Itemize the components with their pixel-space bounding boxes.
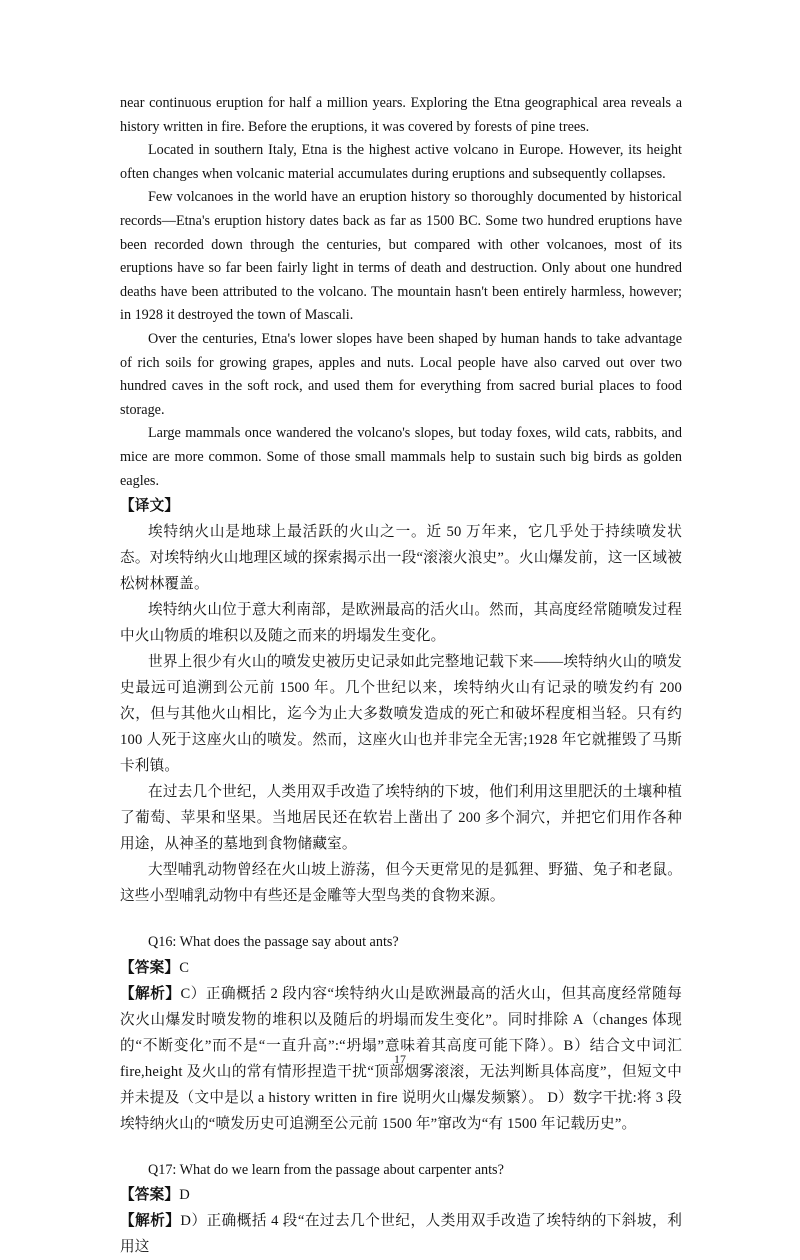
passage-paragraph-5: Large mammals once wandered the volcano's slopes, but today foxes, wild cats, rabbits, and mice are more common. Some of those small mammals help to sustain such big birds as golden eagles.	[120, 425, 682, 489]
q16-question: Q16: What does the passage say about ants?	[148, 934, 399, 951]
passage-paragraph-3: Few volcanoes in the world have an eruption history so thoroughly documented by historical records—Etna's eruption history dates back as far as 1500 BC. Some two hundred eruptions have been recorded down through the centuries, but compared with other volcanoes, most of its eruptions have so far been fairly light in terms of death and destruction. Only about one hundred deaths have been attributed to the volcano. The mountain hasn't been entirely harmless, however; in 1928 it destroyed the town of Mascali.	[120, 189, 682, 324]
q16-answer-value: C	[179, 959, 190, 976]
q17-analysis	[120, 1208, 682, 1260]
document-page	[120, 92, 682, 1260]
q16-analysis-label: 【解析】	[120, 985, 181, 1002]
translation-paragraph-5: 大型哺乳动物曾经在火山坡上游荡，但今天更常见的是狐狸、野猫、兔子和老鼠。这些小型哺乳动物中有些还是金雕等大型鸟类的食物来源。	[120, 862, 682, 905]
translation-paragraph-3: 世界上很少有火山的喷发史被历史记录如此完整地记载下来——埃特纳火山的喷发史最远可追溯到公元前 1500 年。几个世纪以来，埃特纳火山有记录的喷发约有 200 次，但与其他火山相比，迄今为止大多数喷发造成的死亡和破坏程度相当轻。只有约 100 人死于这座火山的喷发。然而，这座火山也并非完全无害;1928 年它就摧毁了马斯卡利镇。	[120, 654, 682, 775]
q17-answer	[120, 1182, 682, 1208]
q16-answer-label: 【答案】	[120, 959, 180, 976]
translation-paragraph-1: 埃特纳火山是地球上最活跃的火山之一。近 50 万年来，它几乎处于持续喷发状态。对埃特纳火山地理区域的探索揭示出一段“滚滚火浪史”。火山爆发前，这一区域被松树林覆盖。	[120, 524, 682, 593]
page-number: 17	[394, 1052, 406, 1066]
q16-answer	[120, 955, 682, 981]
passage-paragraph-2: Located in southern Italy, Etna is the highest active volcano in Europe. However, its height often changes when volcanic material accumulates during eruptions and subsequently collapses.	[120, 142, 682, 182]
q17-analysis-text: D）正确概括 4 段“在过去几个世纪，人类用双手改造了埃特纳的下斜坡，利用这	[120, 1213, 682, 1256]
q17-question: Q17: What do we learn from the passage about carpenter ants?	[148, 1161, 504, 1178]
passage-paragraph-1: near continuous eruption for half a million years. Exploring the Etna geographical area reveals a history written in fire. Before the eruptions, it was covered by forests of pine trees.	[120, 95, 682, 135]
passage-paragraph-4: Over the centuries, Etna's lower slopes have been shaped by human hands to take advantage of rich soils for growing grapes, apples and nuts. Local people have also carved out over two hundred caves in the soft rock, and used them for everything from sacred burial places to food storage.	[120, 330, 682, 418]
q17-answer-value: D	[179, 1187, 190, 1204]
translation-paragraph-2: 埃特纳火山位于意大利南部，是欧洲最高的活火山。然而，其高度经常随喷发过程中火山物质的堆积以及随之而来的坍塌发生变化。	[120, 602, 682, 645]
translation-label: 【译文】	[120, 498, 180, 515]
translation-paragraph-4: 在过去几个世纪，人类用双手改造了埃特纳的下坡，他们利用这里肥沃的土壤种植了葡萄、苹果和坚果。当地居民还在软岩上凿出了 200 多个洞穴，并把它们用作各种用途，从神圣的墓地到食物储藏室。	[120, 784, 682, 853]
q16-analysis-text: C）正确概括 2 段内容“埃特纳火山是欧洲最高的活火山，但其高度经常随每次火山爆发时喷发物的堆积以及随后的坍塌而发生变化”。同时排除 A（changes 体现的“不断变化”而不是“一直升高”:“坍塌”意味着其高度可能下降）。B）结合文中词汇 fire,height 及火山的常有情形捏造干扰“顶部烟雾滚滚，无法判断具体高度”，但短文中并未提及（文中是以 a history written in fire 说明火山爆发频繁）。 D）数字干扰:将 3 段埃特纳火山的“喷发历史可追溯至公元前 1500 年”窜改为“有 1500 年记载历史”。	[120, 985, 682, 1132]
q17-answer-label: 【答案】	[120, 1187, 180, 1204]
q17-analysis-label: 【解析】	[120, 1213, 181, 1230]
